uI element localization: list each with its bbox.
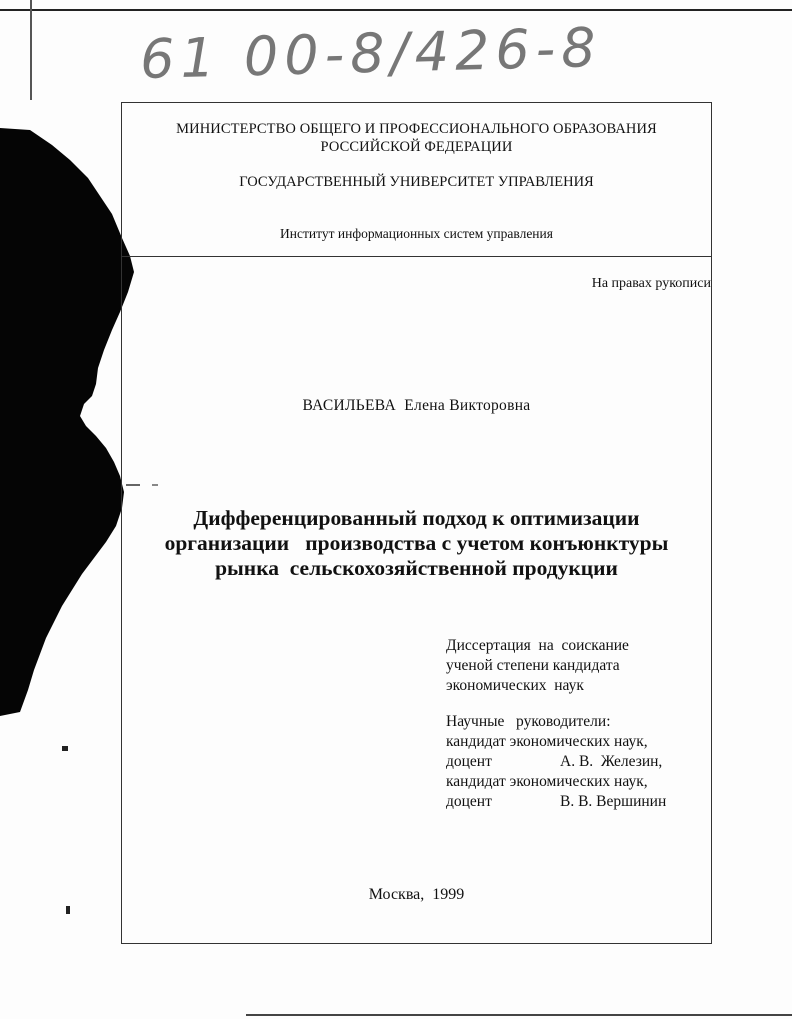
ministry-heading (121, 120, 712, 156)
supervisor-2-name: В. В. Вершинин (560, 793, 667, 810)
supervisor-1-degree: кандидат экономических наук, (446, 733, 648, 750)
supervisor-1-row (446, 752, 666, 772)
supervisor-2-degree: кандидат экономических наук, (446, 773, 648, 790)
place-and-year: Москва, 1999 (368, 886, 465, 903)
scan-speck (62, 746, 68, 751)
scan-bottom-line (246, 1014, 792, 1016)
ministry-line-1: МИНИСТЕРСТВО ОБЩЕГО И ПРОФЕССИОНАЛЬНОГО ОБРАЗОВАНИЯ (176, 121, 657, 137)
ministry-line-2: РОССИЙСКОЙ ФЕДЕРАЦИИ (320, 139, 513, 155)
institute-name: Институт информационных систем управления (280, 226, 553, 241)
dissertation-note (446, 636, 629, 696)
dissertation-line-2: ученой степени кандидата (446, 657, 620, 674)
supervisor-2-row (446, 792, 666, 812)
dissertation-title (121, 506, 712, 581)
supervisor-1-name: А. В. Железин, (560, 753, 663, 770)
archive-handwritten-number: 61 00-8/426-8 (139, 15, 603, 92)
scan-speck (66, 906, 70, 914)
title-line-1: Дифференцированный подход к оптимизации (193, 506, 640, 530)
rights-note: На правах рукописи (591, 276, 711, 291)
dissertation-line-3: экономических наук (446, 677, 584, 694)
title-line-2: организации производства с учетом конъюнктуры (164, 531, 669, 555)
supervisor-2-position: доцент (446, 793, 492, 810)
header-divider (121, 256, 712, 257)
dissertation-line-1: Диссертация на соискание (446, 637, 629, 654)
university-name: ГОСУДАРСТВЕННЫЙ УНИВЕРСИТЕТ УПРАВЛЕНИЯ (239, 174, 594, 190)
author-name: ВАСИЛЬЕВА Елена Викторовна (302, 397, 531, 414)
supervisors-heading: Научные руководители: (446, 713, 611, 730)
scan-speck (152, 484, 158, 486)
supervisor-1-position: доцент (446, 753, 492, 770)
title-line-3: рынка сельскохозяйственной продукции (215, 556, 618, 580)
supervisors-block (446, 712, 666, 812)
scan-shadow-artifact (0, 0, 140, 720)
scan-speck (126, 484, 140, 486)
